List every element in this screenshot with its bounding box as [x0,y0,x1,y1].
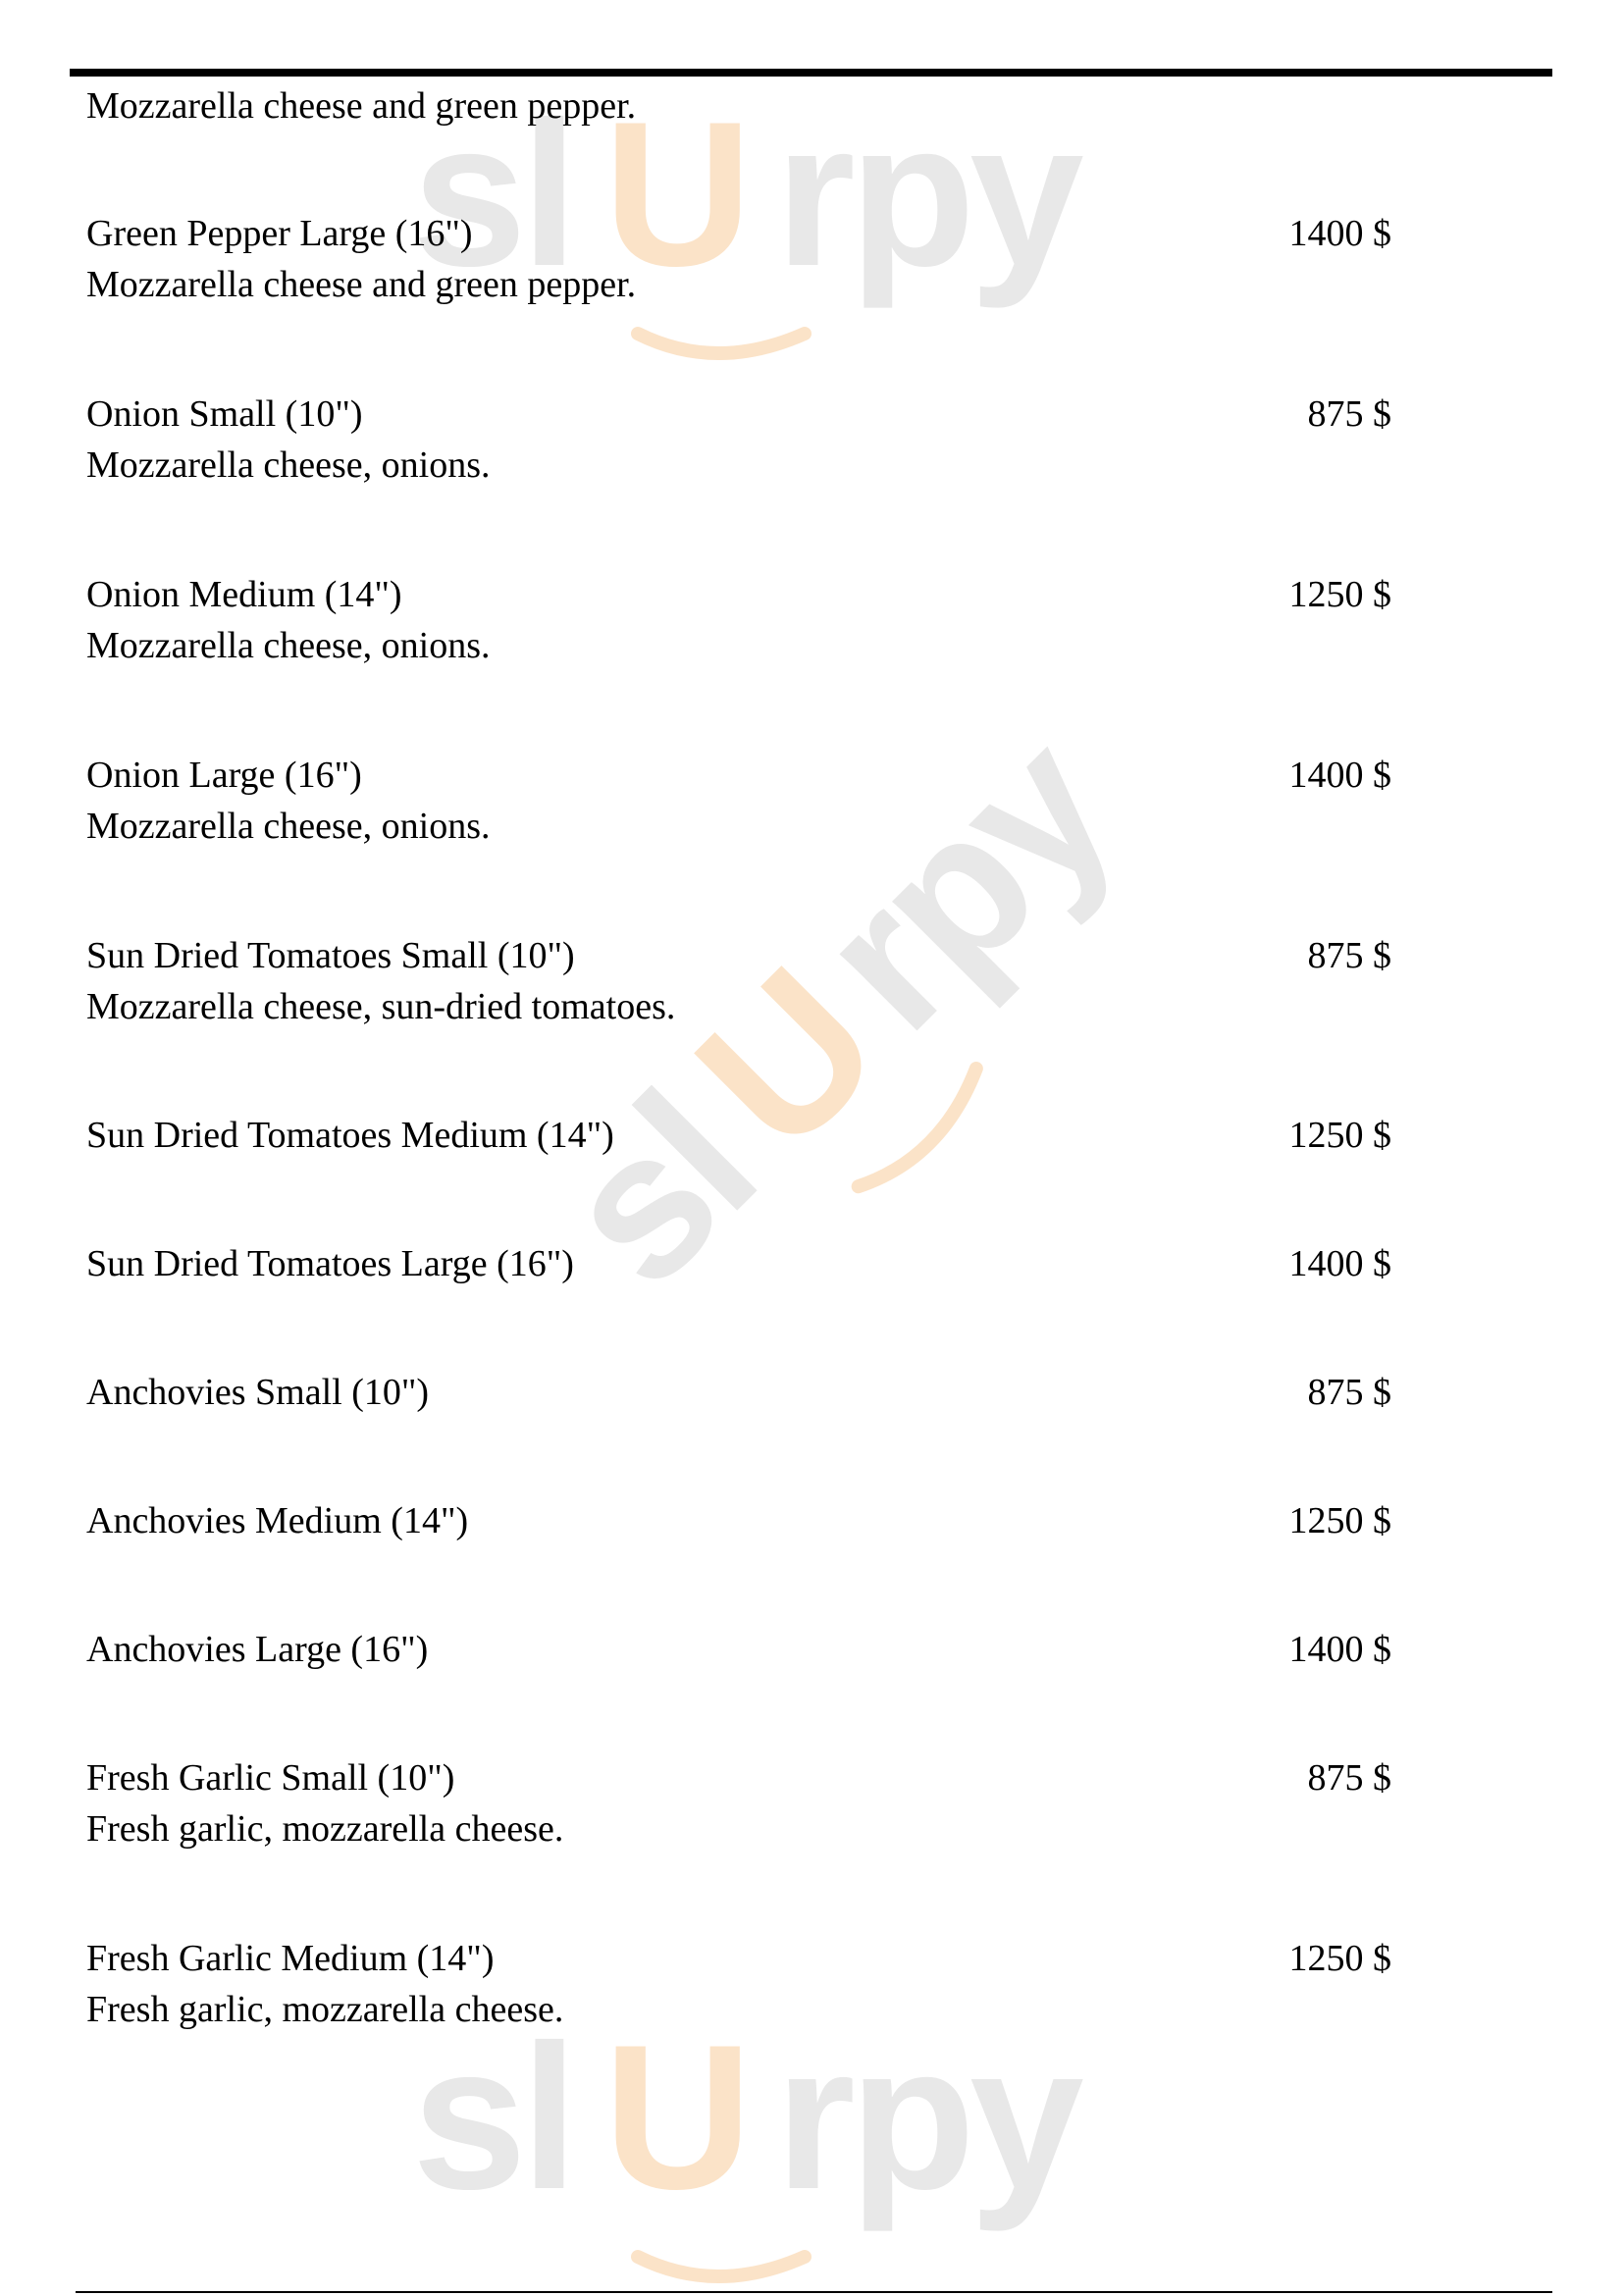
item-price: 875 $ [1307,1372,1391,1413]
svg-text:U: U [654,929,918,1194]
item-price: 875 $ [1307,935,1391,976]
item-description: Mozzarella cheese, onions. [86,444,491,486]
menu-item [86,1624,1391,1675]
item-name: Onion Large (16") [86,755,362,796]
item-name: Fresh Garlic Small (10") [86,1757,455,1799]
menu-item [86,930,1391,1032]
bottom-rule [76,2291,1552,2293]
svg-text:sl: sl [518,1052,795,1330]
item-description: Fresh garlic, mozzarella cheese. [86,1989,564,2030]
item-description: Mozzarella cheese, onions. [86,625,491,666]
item-name: Sun Dried Tomatoes Medium (14") [86,1115,614,1156]
item-price: 1400 $ [1288,213,1391,254]
menu-item [86,1495,1391,1546]
top-rule [70,69,1552,77]
item-price: 1400 $ [1288,755,1391,796]
item-price: 875 $ [1307,393,1391,435]
svg-text:U: U [603,78,747,309]
item-description: Mozzarella cheese and green pepper. [86,85,637,127]
item-name: Anchovies Large (16") [86,1629,429,1670]
item-name: Sun Dried Tomatoes Large (16") [86,1243,574,1284]
menu-item [86,569,1391,671]
menu-item [86,208,1391,310]
continued-item [86,80,1391,131]
item-price: 1250 $ [1288,1938,1391,1979]
item-price: 1400 $ [1288,1629,1391,1670]
item-price: 1400 $ [1288,1243,1391,1284]
svg-text:sl: sl [412,2002,573,2232]
svg-text:rpy: rpy [775,78,1078,309]
menu-item [86,1238,1391,1289]
menu-item [86,1933,1391,2035]
menu-item [86,1752,1391,1854]
item-name: Onion Medium (14") [86,574,402,615]
svg-text:rpy: rpy [775,2002,1078,2232]
item-name: Fresh Garlic Medium (14") [86,1938,495,1979]
item-name: Sun Dried Tomatoes Small (10") [86,935,575,976]
menu-item [86,389,1391,491]
item-name: Green Pepper Large (16") [86,213,473,254]
svg-text:sl: sl [412,78,573,309]
item-price: 875 $ [1307,1757,1391,1799]
item-name: Anchovies Small (10") [86,1372,430,1413]
item-description: Mozzarella cheese, sun-dried tomatoes. [86,986,676,1027]
item-price: 1250 $ [1288,1500,1391,1541]
item-description: Fresh garlic, mozzarella cheese. [86,1808,564,1850]
item-price: 1250 $ [1288,1115,1391,1156]
svg-text:U: U [603,2002,747,2232]
item-description: Mozzarella cheese and green pepper. [86,264,637,305]
item-name: Onion Small (10") [86,393,363,435]
item-description: Mozzarella cheese, onions. [86,806,491,847]
menu-item [86,1367,1391,1418]
menu-item [86,750,1391,852]
svg-text:rpy: rpy [774,695,1153,1072]
menu-item [86,1110,1391,1161]
item-price: 1250 $ [1288,574,1391,615]
item-name: Anchovies Medium (14") [86,1500,469,1541]
